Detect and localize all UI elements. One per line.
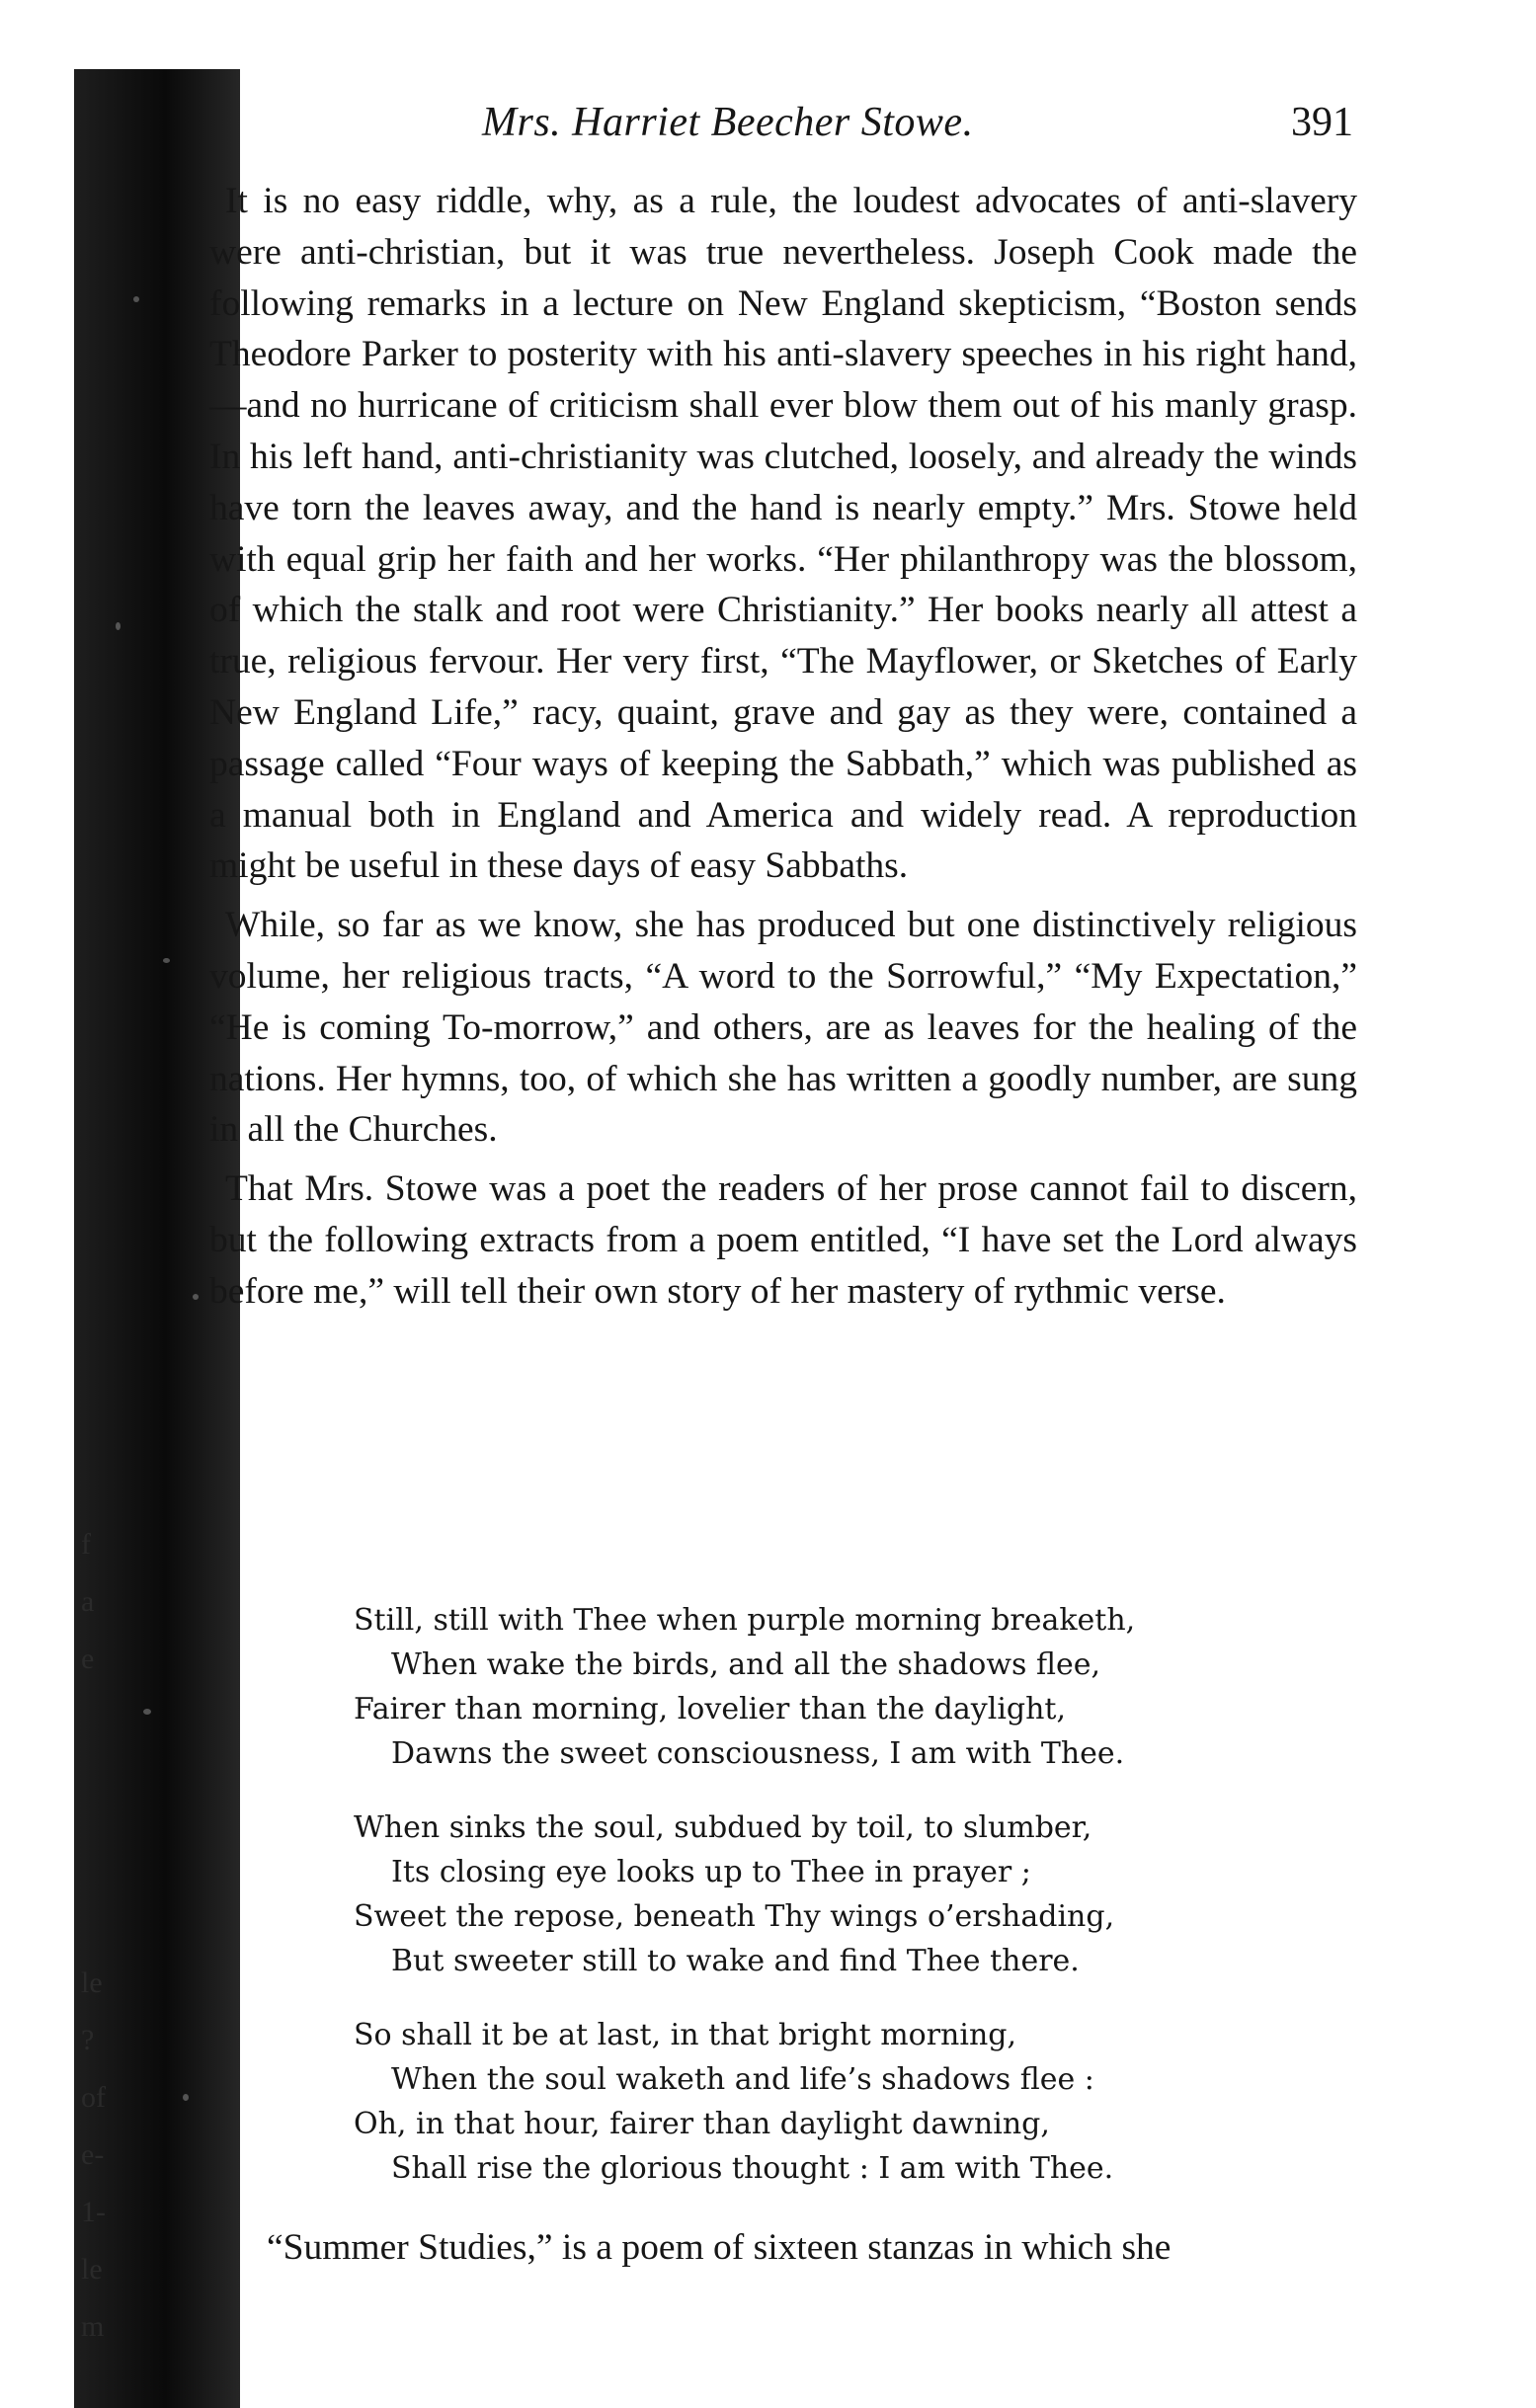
paragraph: While, so far as we know, she has produced but one distinctively religious volume, her religious tracts, “A word to the Sorrowful,” “My Expectation,” “He is coming To-morrow,” and others, are as leaves for the healing of the nations. Her hymns, too, of which she has written a goodly number, are sung in all the Churches.: [209, 905, 1357, 1151]
fragment: le: [81, 1967, 103, 1999]
fragment: of: [81, 2081, 106, 2114]
stanza: [354, 1598, 1243, 1776]
gutter-speck: [183, 2094, 189, 2101]
verse-line: Sweet the repose, beneath Thy wings o’ershading,: [354, 1899, 1115, 1934]
verse-line: Dawns the sweet consciousness, I am with Thee.: [391, 1736, 1125, 1771]
fragment: ?: [81, 2024, 95, 2056]
verse-line: Fairer than morning, lovelier than the daylight,: [354, 1692, 1067, 1726]
closing-line: “Summer Studies,” is a poem of sixteen stanzas in which she: [267, 2227, 1172, 2268]
stanza: [354, 2013, 1243, 2191]
verse-line: Oh, in that hour, fairer than daylight dawning,: [354, 2107, 1050, 2141]
paragraph: It is no easy riddle, why, as a rule, the loudest advocates of anti-slavery were anti-christian, but it was true nevertheless. Joseph Cook made the following remarks in a lecture on New England skepticism, “Boston sends Theodore Parker to posterity with his anti-slavery speeches in his right hand,—and no hurricane of criticism shall ever blow them out of his manly grasp. In his left hand, anti-christianity was clutched, loosely, and already the winds have torn the leaves away, and the hand is nearly empty.” Mrs. Stowe held with equal grip her faith and her works. “Her philanthropy was the blossom, of which the stalk and root were Christianity.” Her books nearly all attest a true, religious fervour. Her very first, “The Mayflower, or Sketches of Early New England Life,” racy, quaint, grave and gay as they were, contained a passage called “Four ways of keeping the Sabbath,” which was published as a manual both in England and America and widely read. A reproduction might be useful in these days of easy Sabbaths.: [209, 181, 1357, 887]
gutter-speck: [143, 1709, 151, 1715]
gutter-speck: [116, 622, 121, 630]
fragment: m: [81, 2310, 105, 2343]
fragment: le: [81, 2253, 103, 2286]
fragment: 1-: [81, 2196, 106, 2228]
poem-extract: [354, 1598, 1243, 2220]
gutter-speck: [133, 296, 139, 302]
gutter-speck: [163, 958, 170, 963]
verse-line: But sweeter still to wake and find Thee there.: [391, 1944, 1080, 1978]
fragment: e-: [81, 2138, 105, 2171]
running-title: Mrs. Harriet Beecher Stowe.: [482, 100, 974, 145]
gutter-speck: [193, 1294, 199, 1300]
page-number: 391: [1291, 100, 1353, 145]
verse-line: Its closing eye looks up to Thee in prayer ;: [391, 1855, 1031, 1889]
stanza: [354, 1806, 1243, 1983]
paragraph: That Mrs. Stowe was a poet the readers of her prose cannot fail to discern, but the following extracts from a poem entitled, “I have set the Lord always before me,” will tell their own story of her mastery of rythmic verse.: [209, 1168, 1357, 1312]
verse-line: Shall rise the glorious thought : I am with Thee.: [391, 2151, 1114, 2186]
verse-line: So shall it be at last, in that bright morning,: [354, 2018, 1017, 2052]
verse-line: When wake the birds, and all the shadows flee,: [391, 1647, 1101, 1682]
fragment: f: [81, 1528, 91, 1561]
body-text: [209, 176, 1357, 1325]
verse-line: Still, still with Thee when purple morning breaketh,: [354, 1603, 1136, 1638]
fragment: e: [81, 1643, 95, 1675]
verse-line: When the soul waketh and life’s shadows flee :: [391, 2062, 1094, 2097]
fragment: a: [81, 1585, 95, 1618]
verse-line: When sinks the soul, subdued by toil, to slumber,: [354, 1810, 1092, 1845]
facing-page-fragments: [81, 1516, 121, 2356]
running-head: [217, 99, 1353, 158]
